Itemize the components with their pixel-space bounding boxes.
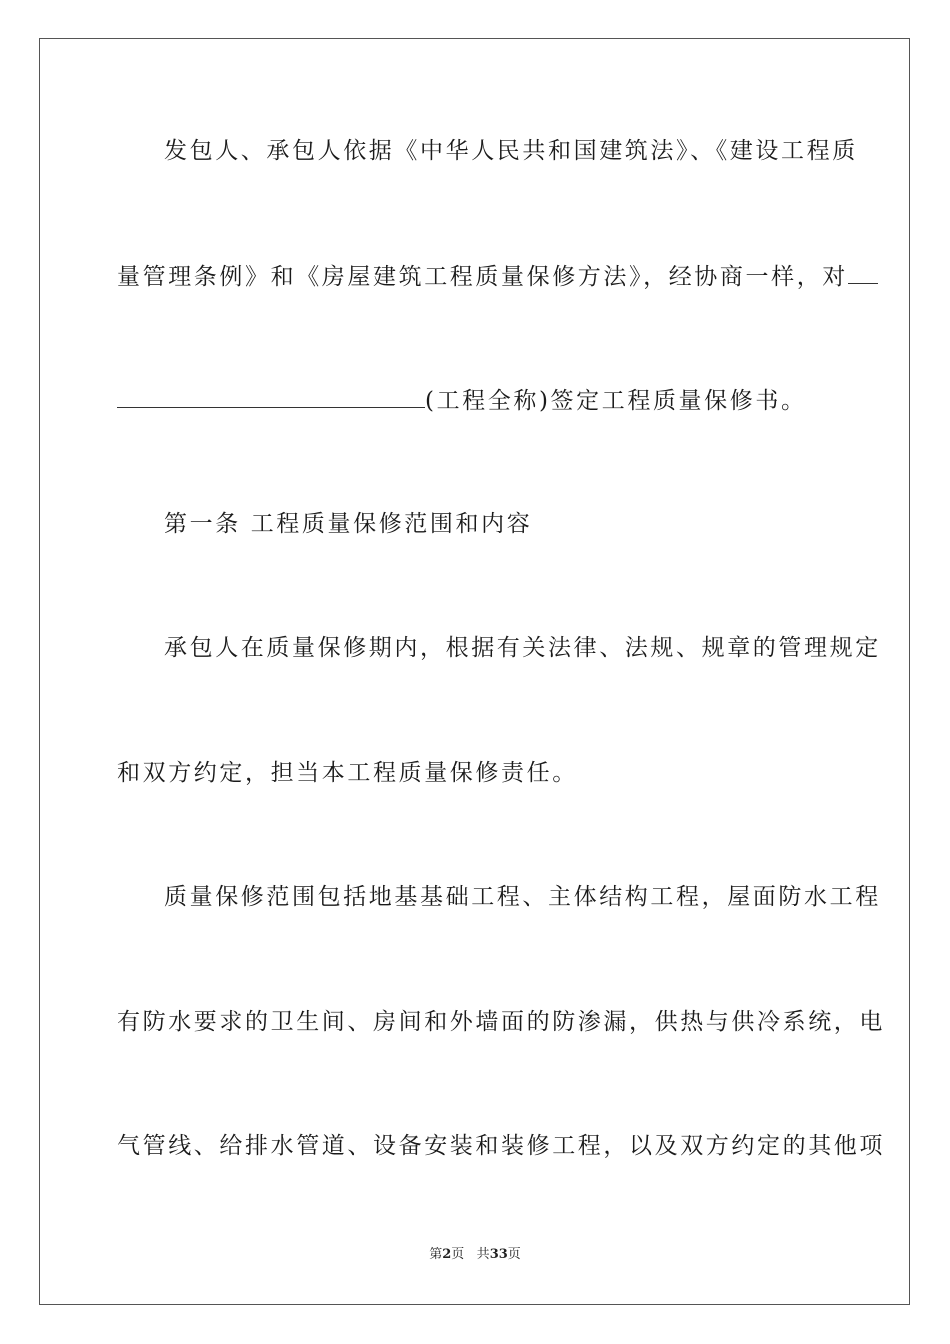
paragraph-1-line-2 — [117, 261, 878, 292]
footer-total-prefix: 共 — [476, 1247, 490, 1262]
paragraph-1-line-3 — [117, 385, 807, 416]
paragraph-1-line-3-text: (工程全称)签定工程质量保修书。 — [425, 388, 807, 414]
page-border — [39, 38, 910, 1305]
footer-page-number: 2 — [442, 1247, 452, 1262]
blank-field-project-name — [117, 385, 425, 408]
paragraph-3-line-3: 气管线、给排水管道、设备安装和装修工程，以及双方约定的其他项 — [117, 1133, 885, 1159]
paragraph-1-line-1: 发包人、承包人依据《中华人民共和国建筑法》、《建设工程质 — [164, 138, 858, 164]
paragraph-3-line-1: 质量保修范围包括地基基础工程、主体结构工程，屋面防水工程 — [164, 884, 881, 910]
paragraph-2-line-1: 承包人在质量保修期内，根据有关法律、法规、规章的管理规定 — [164, 635, 881, 661]
paragraph-2-line-2: 和双方约定，担当本工程质量保修责任。 — [117, 760, 578, 786]
paragraph-1-line-2-text: 量管理条例》和《房屋建筑工程质量保修方法》，经协商一样，对 — [117, 264, 848, 290]
footer-total-suffix: 页 — [507, 1247, 521, 1262]
article-1-heading: 第一条 工程质量保修范围和内容 — [164, 511, 533, 537]
page-footer — [0, 1246, 950, 1264]
blank-field-short — [848, 261, 878, 284]
footer-page-prefix: 第 — [429, 1247, 443, 1262]
footer-page-suffix: 页 — [451, 1247, 465, 1262]
footer-total-pages: 33 — [489, 1247, 508, 1262]
paragraph-3-line-2: 有防水要求的卫生间、房间和外墙面的防渗漏，供热与供冷系统，电 — [117, 1009, 885, 1035]
